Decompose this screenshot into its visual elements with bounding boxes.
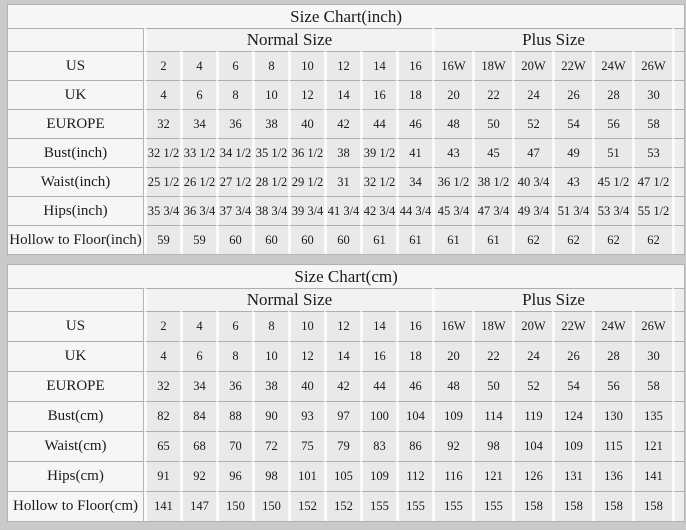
size-cell: 10 (252, 341, 288, 371)
size-cell: 60 (252, 225, 288, 254)
row-filler (672, 431, 684, 461)
size-row-uk (8, 80, 684, 109)
size-cell: 24 (512, 341, 552, 371)
size-cell: 51 (592, 138, 632, 167)
size-cell: 34 (180, 109, 216, 138)
size-cell: 10 (288, 51, 324, 80)
row-filler (672, 138, 684, 167)
chart-title: Size Chart(cm) (8, 265, 684, 288)
size-cell: 126 (512, 461, 552, 491)
size-cell: 119 (512, 401, 552, 431)
size-cell: 147 (180, 491, 216, 521)
size-cell: 20W (512, 311, 552, 341)
size-cell: 2 (144, 51, 180, 80)
row-label: UK (8, 341, 144, 371)
size-cell: 32 (144, 371, 180, 401)
size-cell: 53 3/4 (592, 196, 632, 225)
size-cell: 38 1/2 (472, 167, 512, 196)
size-cell: 43 (552, 167, 592, 196)
size-cell: 37 3/4 (216, 196, 252, 225)
size-cell: 92 (432, 431, 472, 461)
size-cell: 48 (432, 109, 472, 138)
size-cell: 16W (432, 51, 472, 80)
size-chart-inch-table (7, 4, 685, 255)
group-header-spacer (8, 288, 144, 311)
row-filler (672, 401, 684, 431)
size-cell: 155 (472, 491, 512, 521)
size-cell: 35 3/4 (144, 196, 180, 225)
size-cell: 52 (512, 371, 552, 401)
size-cell: 8 (252, 311, 288, 341)
size-cell: 28 (592, 341, 632, 371)
size-cell: 109 (360, 461, 396, 491)
size-cell: 130 (592, 401, 632, 431)
row-label: UK (8, 80, 144, 109)
size-cell: 61 (396, 225, 432, 254)
size-cell: 53 (632, 138, 672, 167)
size-cell: 55 1/2 (632, 196, 672, 225)
size-cell: 75 (288, 431, 324, 461)
group-header-filler (672, 288, 684, 311)
row-filler (672, 51, 684, 80)
size-cell: 6 (180, 341, 216, 371)
row-label: Waist(inch) (8, 167, 144, 196)
size-cell: 4 (144, 80, 180, 109)
size-cell: 16 (360, 80, 396, 109)
size-cell: 93 (288, 401, 324, 431)
row-filler (672, 225, 684, 254)
size-cell: 26W (632, 51, 672, 80)
size-cell: 6 (180, 80, 216, 109)
size-cell: 39 3/4 (288, 196, 324, 225)
size-cell: 58 (632, 371, 672, 401)
row-label: EUROPE (8, 109, 144, 138)
size-cell: 86 (396, 431, 432, 461)
size-cell: 54 (552, 109, 592, 138)
size-cell: 49 3/4 (512, 196, 552, 225)
size-cell: 62 (512, 225, 552, 254)
size-cell: 14 (360, 311, 396, 341)
size-row-uk (8, 341, 684, 371)
size-cell: 47 (512, 138, 552, 167)
size-cell: 8 (216, 341, 252, 371)
size-row-europe (8, 109, 684, 138)
size-cell: 26 1/2 (180, 167, 216, 196)
size-cell: 18 (396, 80, 432, 109)
size-cell: 26 (552, 80, 592, 109)
group-header-row (8, 288, 684, 311)
size-cell: 96 (216, 461, 252, 491)
row-label: Hips(inch) (8, 196, 144, 225)
size-cell: 61 (432, 225, 472, 254)
size-cell: 150 (252, 491, 288, 521)
size-cell: 141 (632, 461, 672, 491)
size-cell: 26 (552, 341, 592, 371)
size-cell: 42 (324, 371, 360, 401)
row-filler (672, 311, 684, 341)
size-cell: 22 (472, 80, 512, 109)
size-cell: 42 (324, 109, 360, 138)
size-cell: 104 (512, 431, 552, 461)
size-cell: 83 (360, 431, 396, 461)
size-cell: 58 (632, 109, 672, 138)
size-cell: 28 (592, 80, 632, 109)
row-label: Hollow to Floor(cm) (8, 491, 144, 521)
size-cell: 46 (396, 371, 432, 401)
size-cell: 68 (180, 431, 216, 461)
size-cell: 60 (324, 225, 360, 254)
size-cell: 65 (144, 431, 180, 461)
size-cell: 61 (360, 225, 396, 254)
size-cell: 12 (324, 311, 360, 341)
size-cell: 52 (512, 109, 552, 138)
size-cell: 112 (396, 461, 432, 491)
size-cell: 59 (144, 225, 180, 254)
size-chart-cm-table (7, 264, 685, 522)
size-cell: 116 (432, 461, 472, 491)
size-cell: 46 (396, 109, 432, 138)
size-cell: 22 (472, 341, 512, 371)
size-cell: 10 (252, 80, 288, 109)
size-cell: 60 (288, 225, 324, 254)
size-cell: 12 (324, 51, 360, 80)
size-cell: 36 1/2 (432, 167, 472, 196)
size-row-waist-inch (8, 167, 684, 196)
row-filler (672, 196, 684, 225)
size-cell: 42 3/4 (360, 196, 396, 225)
size-cell: 12 (288, 80, 324, 109)
row-filler (672, 80, 684, 109)
size-cell: 70 (216, 431, 252, 461)
size-row-hollow-to-floor-cm (8, 491, 684, 521)
size-cell: 41 (396, 138, 432, 167)
size-cell: 92 (180, 461, 216, 491)
size-cell: 121 (472, 461, 512, 491)
size-cell: 34 (396, 167, 432, 196)
size-cell: 40 3/4 (512, 167, 552, 196)
size-cell: 30 (632, 341, 672, 371)
size-cell: 79 (324, 431, 360, 461)
size-cell: 34 (180, 371, 216, 401)
size-cell: 84 (180, 401, 216, 431)
size-cell: 27 1/2 (216, 167, 252, 196)
row-label: Bust(inch) (8, 138, 144, 167)
size-cell: 18W (472, 311, 512, 341)
size-cell: 150 (216, 491, 252, 521)
row-label: Hollow to Floor(inch) (8, 225, 144, 254)
size-cell: 98 (472, 431, 512, 461)
size-cell: 59 (180, 225, 216, 254)
size-cell: 45 3/4 (432, 196, 472, 225)
size-cell: 32 (144, 109, 180, 138)
size-cell: 115 (592, 431, 632, 461)
size-cell: 36 1/2 (288, 138, 324, 167)
size-cell: 49 (552, 138, 592, 167)
size-cell: 12 (288, 341, 324, 371)
size-cell: 39 1/2 (360, 138, 396, 167)
size-cell: 32 1/2 (360, 167, 396, 196)
size-cell: 82 (144, 401, 180, 431)
size-cell: 34 1/2 (216, 138, 252, 167)
group-header-plus-size: Plus Size (432, 28, 672, 51)
size-cell: 105 (324, 461, 360, 491)
size-cell: 48 (432, 371, 472, 401)
size-cell: 131 (552, 461, 592, 491)
size-row-us (8, 311, 684, 341)
row-label: US (8, 311, 144, 341)
size-cell: 62 (552, 225, 592, 254)
size-cell: 38 (252, 109, 288, 138)
size-cell: 152 (288, 491, 324, 521)
chart-title: Size Chart(inch) (8, 5, 684, 28)
group-header-spacer (8, 28, 144, 51)
row-filler (672, 167, 684, 196)
size-cell: 26W (632, 311, 672, 341)
row-filler (672, 491, 684, 521)
size-cell: 45 (472, 138, 512, 167)
size-cell: 31 (324, 167, 360, 196)
group-header-row (8, 28, 684, 51)
group-header-filler (672, 28, 684, 51)
size-cell: 16 (360, 341, 396, 371)
size-cell: 114 (472, 401, 512, 431)
size-cell: 158 (552, 491, 592, 521)
size-cell: 35 1/2 (252, 138, 288, 167)
size-cell: 100 (360, 401, 396, 431)
size-cell: 56 (592, 109, 632, 138)
size-cell: 47 3/4 (472, 196, 512, 225)
size-row-europe (8, 371, 684, 401)
size-cell: 20W (512, 51, 552, 80)
size-cell: 121 (632, 431, 672, 461)
size-row-hips-cm (8, 461, 684, 491)
size-cell: 56 (592, 371, 632, 401)
size-cell: 141 (144, 491, 180, 521)
row-filler (672, 341, 684, 371)
size-row-waist-cm (8, 431, 684, 461)
size-cell: 60 (216, 225, 252, 254)
size-row-bust-inch (8, 138, 684, 167)
row-label: US (8, 51, 144, 80)
size-cell: 30 (632, 80, 672, 109)
size-cell: 155 (432, 491, 472, 521)
size-cell: 24 (512, 80, 552, 109)
row-filler (672, 371, 684, 401)
size-cell: 62 (632, 225, 672, 254)
size-cell: 14 (324, 80, 360, 109)
size-cell: 38 (324, 138, 360, 167)
size-cell: 6 (216, 51, 252, 80)
size-cell: 16W (432, 311, 472, 341)
size-cell: 98 (252, 461, 288, 491)
size-cell: 18 (396, 341, 432, 371)
size-cell: 10 (288, 311, 324, 341)
size-cell: 97 (324, 401, 360, 431)
size-cell: 4 (144, 341, 180, 371)
size-row-hips-inch (8, 196, 684, 225)
size-cell: 50 (472, 371, 512, 401)
size-cell: 29 1/2 (288, 167, 324, 196)
size-cell: 155 (360, 491, 396, 521)
size-cell: 101 (288, 461, 324, 491)
row-label: Bust(cm) (8, 401, 144, 431)
chart-title-row (8, 265, 684, 288)
size-cell: 22W (552, 311, 592, 341)
size-cell: 44 3/4 (396, 196, 432, 225)
size-cell: 8 (252, 51, 288, 80)
chart-title-row (8, 5, 684, 28)
size-cell: 50 (472, 109, 512, 138)
size-cell: 43 (432, 138, 472, 167)
row-filler (672, 109, 684, 138)
size-cell: 28 1/2 (252, 167, 288, 196)
size-cell: 54 (552, 371, 592, 401)
size-cell: 24W (592, 51, 632, 80)
size-cell: 109 (432, 401, 472, 431)
size-cell: 4 (180, 311, 216, 341)
size-cell: 44 (360, 109, 396, 138)
size-cell: 18W (472, 51, 512, 80)
size-cell: 158 (632, 491, 672, 521)
size-cell: 36 (216, 371, 252, 401)
size-cell: 6 (216, 311, 252, 341)
size-cell: 14 (360, 51, 396, 80)
size-cell: 109 (552, 431, 592, 461)
size-row-bust-cm (8, 401, 684, 431)
size-cell: 2 (144, 311, 180, 341)
size-cell: 47 1/2 (632, 167, 672, 196)
row-label: Hips(cm) (8, 461, 144, 491)
size-cell: 155 (396, 491, 432, 521)
size-cell: 136 (592, 461, 632, 491)
size-cell: 90 (252, 401, 288, 431)
size-cell: 135 (632, 401, 672, 431)
size-cell: 36 (216, 109, 252, 138)
size-row-hollow-to-floor-inch (8, 225, 684, 254)
size-cell: 152 (324, 491, 360, 521)
size-cell: 40 (288, 371, 324, 401)
group-header-normal-size: Normal Size (144, 28, 432, 51)
size-cell: 4 (180, 51, 216, 80)
size-cell: 38 (252, 371, 288, 401)
size-cell: 16 (396, 311, 432, 341)
size-cell: 158 (592, 491, 632, 521)
size-cell: 40 (288, 109, 324, 138)
size-cell: 41 3/4 (324, 196, 360, 225)
group-header-normal-size: Normal Size (144, 288, 432, 311)
size-cell: 91 (144, 461, 180, 491)
size-cell: 62 (592, 225, 632, 254)
size-cell: 104 (396, 401, 432, 431)
size-cell: 8 (216, 80, 252, 109)
size-cell: 20 (432, 80, 472, 109)
size-cell: 124 (552, 401, 592, 431)
size-cell: 45 1/2 (592, 167, 632, 196)
size-cell: 22W (552, 51, 592, 80)
size-row-us (8, 51, 684, 80)
size-cell: 33 1/2 (180, 138, 216, 167)
size-cell: 38 3/4 (252, 196, 288, 225)
size-cell: 72 (252, 431, 288, 461)
size-cell: 61 (472, 225, 512, 254)
row-filler (672, 461, 684, 491)
size-cell: 88 (216, 401, 252, 431)
size-cell: 44 (360, 371, 396, 401)
size-cell: 36 3/4 (180, 196, 216, 225)
size-cell: 158 (512, 491, 552, 521)
size-cell: 20 (432, 341, 472, 371)
size-cell: 25 1/2 (144, 167, 180, 196)
size-cell: 14 (324, 341, 360, 371)
size-cell: 16 (396, 51, 432, 80)
row-label: EUROPE (8, 371, 144, 401)
size-cell: 32 1/2 (144, 138, 180, 167)
row-label: Waist(cm) (8, 431, 144, 461)
group-header-plus-size: Plus Size (432, 288, 672, 311)
size-cell: 24W (592, 311, 632, 341)
size-cell: 51 3/4 (552, 196, 592, 225)
